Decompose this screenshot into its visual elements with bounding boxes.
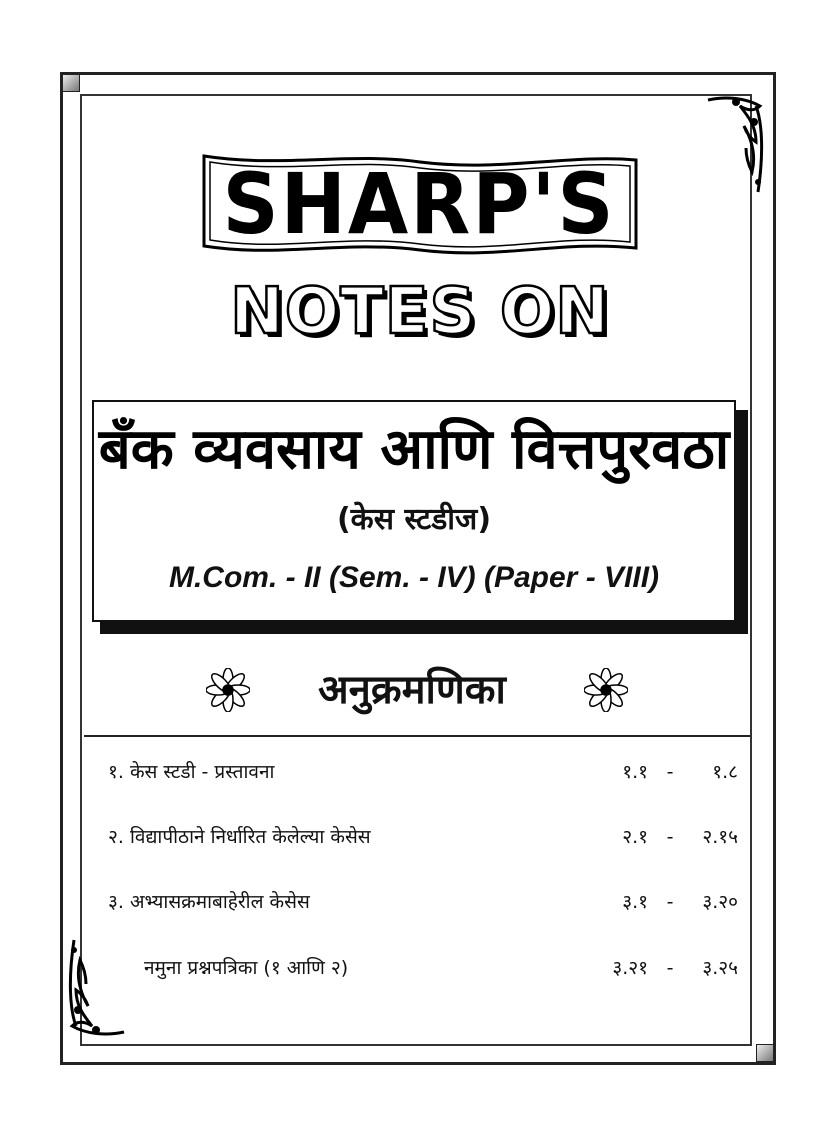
divider [84, 735, 750, 737]
flower-icon [206, 668, 250, 712]
toc-entry-dash: - [666, 761, 674, 783]
corner-square-bottom-right [756, 1044, 774, 1062]
toc-entry-dash: - [666, 957, 674, 979]
course-label: M.Com. - II (Sem. - IV) (Paper - VIII) [168, 561, 660, 594]
toc-entry-start-page: ३.२१ [612, 957, 648, 979]
toc-entry[interactable] [108, 756, 740, 788]
toc-entry-title: १. केस स्टडी - प्रस्तावना [108, 761, 275, 783]
toc-entry-title: ३. अभ्यासक्रमाबाहेरील केसेस [108, 891, 310, 913]
flower-icon [584, 668, 628, 712]
contents-heading: अनुक्रमणिका [318, 667, 506, 713]
toc-entry-end-page: ३.२५ [702, 957, 738, 979]
corner-square-top-left [62, 74, 80, 92]
toc-entry-dash: - [666, 891, 674, 913]
toc-entry-dash: - [666, 826, 674, 848]
toc-entry-title: २. विद्यापीठाने निर्धारित केलेल्या केसेस [108, 826, 371, 848]
corner-ornament-bottom-left [66, 930, 126, 1040]
toc-entry-end-page: १.८ [712, 761, 738, 783]
toc-entry-title: नमुना प्रश्नपत्रिका (१ आणि २) [144, 957, 349, 979]
toc-entry[interactable] [108, 886, 740, 918]
brand-name: SHARP'S [222, 156, 616, 254]
toc-entry-end-page: ३.२० [702, 891, 738, 913]
book-subtitle: (केस स्टडीज) [336, 502, 492, 537]
book-title: बँक व्यवसाय आणि वित्तपुरवठा [98, 417, 730, 482]
notes-on-heading: NOTES ON [230, 275, 610, 349]
toc-entry-start-page: १.१ [622, 761, 648, 783]
toc-entry-start-page: ३.१ [622, 891, 648, 913]
toc-entry[interactable] [108, 952, 740, 984]
toc-entry-end-page: २.१५ [702, 826, 738, 848]
corner-ornament-top-right [706, 92, 766, 202]
toc-entry-start-page: २.१ [622, 826, 648, 848]
toc-entry[interactable] [108, 821, 740, 853]
